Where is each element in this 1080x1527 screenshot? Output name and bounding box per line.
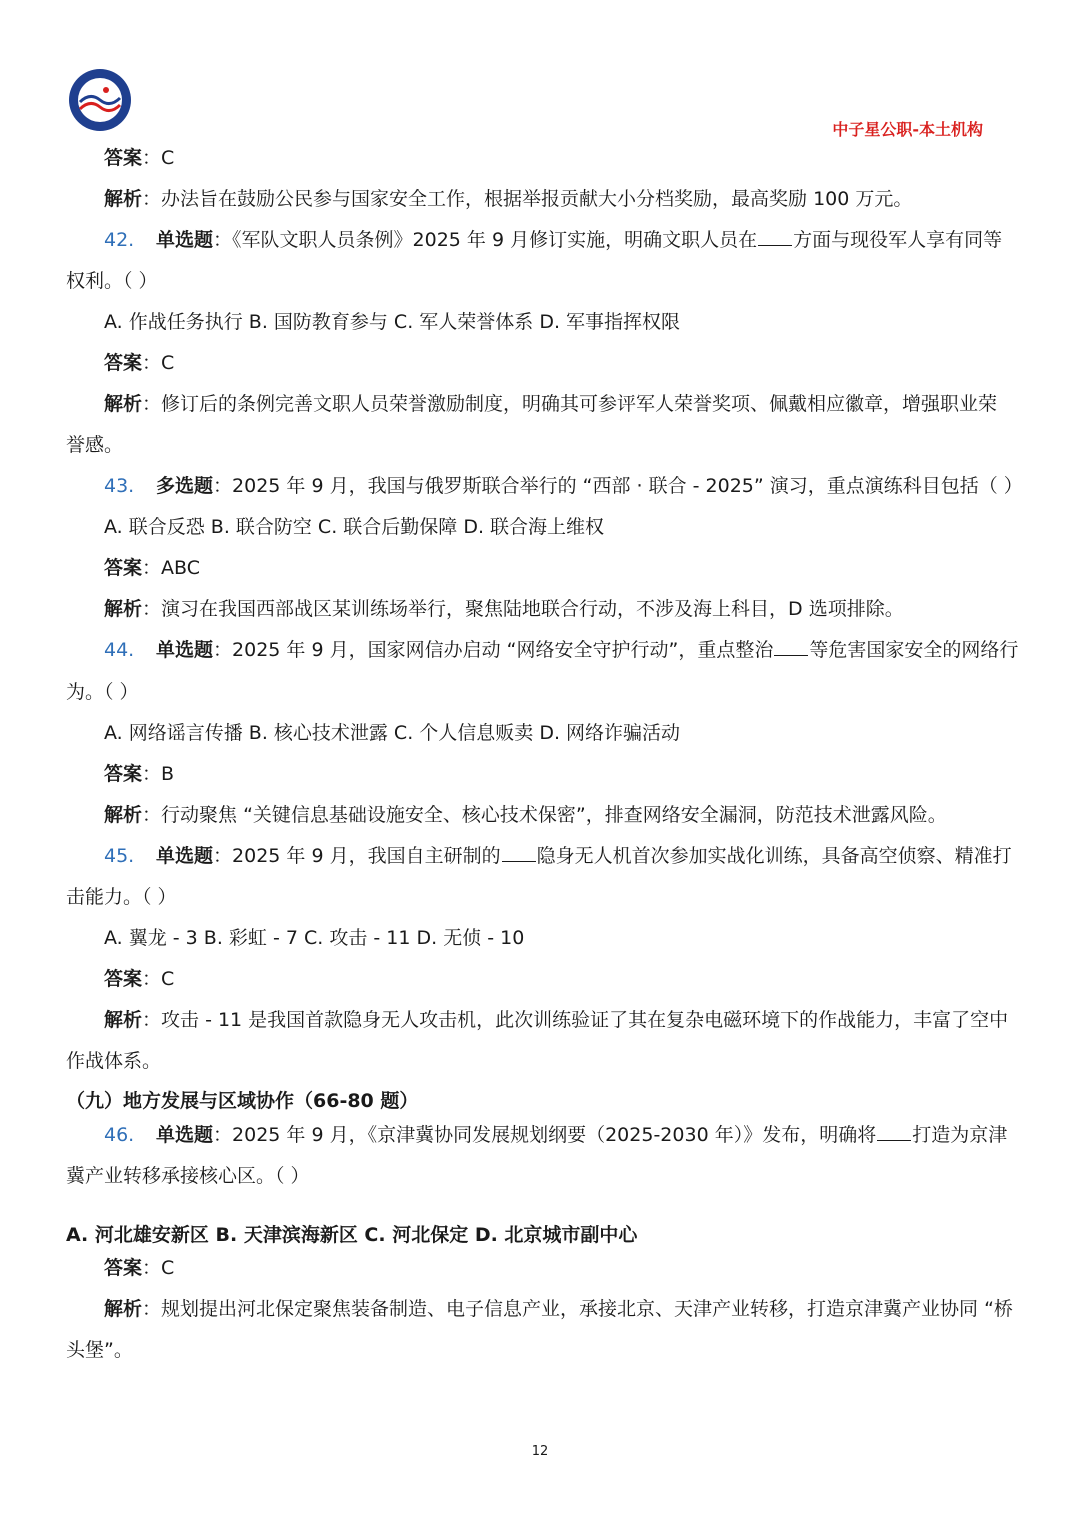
question-43: 43. 多选题：2025 年 9 月，我国与俄罗斯联合举行的 “西部 · 联合 - 2025” 演习，重点演练科目包括（ ） (104, 475, 1023, 497)
org-name: 中子星公职-本土机构 (832, 120, 983, 139)
options-44: A. 网络谣言传播 B. 核心技术泄露 C. 个人信息贩卖 D. 网络诈骗活动 (104, 722, 681, 744)
question-45-cont: 击能力。（ ） (66, 886, 177, 908)
fill-blank (758, 229, 792, 246)
analysis-44: 解析：行动聚焦 “关键信息基础设施安全、核心技术保密”，排查网络安全漏洞，防范技术泄露风险。 (104, 804, 947, 826)
fill-blank (774, 639, 808, 656)
answer-46: 答案：C (104, 1257, 175, 1279)
page-number: 12 (531, 1444, 549, 1459)
options-43: A. 联合反恐 B. 联合防空 C. 联合后勤保障 D. 联合海上维权 (104, 516, 605, 538)
org-logo (68, 68, 132, 132)
question-44: 44. 单选题：2025 年 9 月，国家网信办启动 “网络安全守护行动”，重点整治 等危害国家安全的网络行 (104, 639, 1019, 661)
analysis-41: 解析：办法旨在鼓励公民参与国家安全工作，根据举报贡献大小分档奖励，最高奖励 100 万元。 (104, 188, 913, 210)
answer-41: 答案：C (104, 147, 175, 169)
question-45: 45. 单选题：2025 年 9 月，我国自主研制的 隐身无人机首次参加实战化训练，具备高空侦察、精准打 (104, 845, 1012, 867)
question-42-cont: 权利。（ ） (66, 270, 158, 292)
options-42: A. 作战任务执行 B. 国防教育参与 C. 军人荣誉体系 D. 军事指挥权限 (104, 311, 681, 333)
question-46: 46. 单选题：2025 年 9 月，《京津冀协同发展规划纲要（2025-2030 年）》发布，明确将 打造为京津 (104, 1124, 1008, 1146)
analysis-45: 解析：攻击 - 11 是我国首款隐身无人攻击机，此次训练验证了其在复杂电磁环境下的作战能力，丰富了空中 (104, 1009, 1009, 1031)
answer-42: 答案：C (104, 352, 175, 374)
question-44-cont: 为。（ ） (66, 681, 139, 703)
options-45: A. 翼龙 - 3 B. 彩虹 - 7 C. 攻击 - 11 D. 无侦 - 10 (104, 927, 525, 949)
answer-43: 答案：ABC (104, 557, 200, 579)
answer-44: 答案：B (104, 763, 175, 785)
answer-45: 答案：C (104, 968, 175, 990)
fill-blank (877, 1124, 911, 1141)
section-heading: （九）地方发展与区域协作（66-80 题） (66, 1090, 419, 1112)
analysis-42-cont: 誉感。 (66, 434, 124, 456)
analysis-46: 解析：规划提出河北保定聚焦装备制造、电子信息产业，承接北京、天津产业转移，打造京津冀产业协同 “桥 (104, 1298, 1013, 1320)
analysis-46-cont: 头堡”。 (66, 1339, 133, 1361)
analysis-42: 解析：修订后的条例完善文职人员荣誉激励制度，明确其可参评军人荣誉奖项、佩戴相应徽章，增强职业荣 (104, 393, 998, 415)
analysis-43: 解析：演习在我国西部战区某训练场举行，聚焦陆地联合行动，不涉及海上科目，D 选项排除。 (104, 598, 904, 620)
analysis-45-cont: 作战体系。 (66, 1050, 162, 1072)
options-46: A. 河北雄安新区 B. 天津滨海新区 C. 河北保定 D. 北京城市副中心 (66, 1224, 638, 1246)
fill-blank (502, 845, 536, 862)
question-46-cont: 冀产业转移承接核心区。（ ） (66, 1165, 310, 1187)
question-42: 42. 单选题：《军队文职人员条例》2025 年 9 月修订实施，明确文职人员在 方面与现役军人享有同等 (104, 229, 1003, 251)
